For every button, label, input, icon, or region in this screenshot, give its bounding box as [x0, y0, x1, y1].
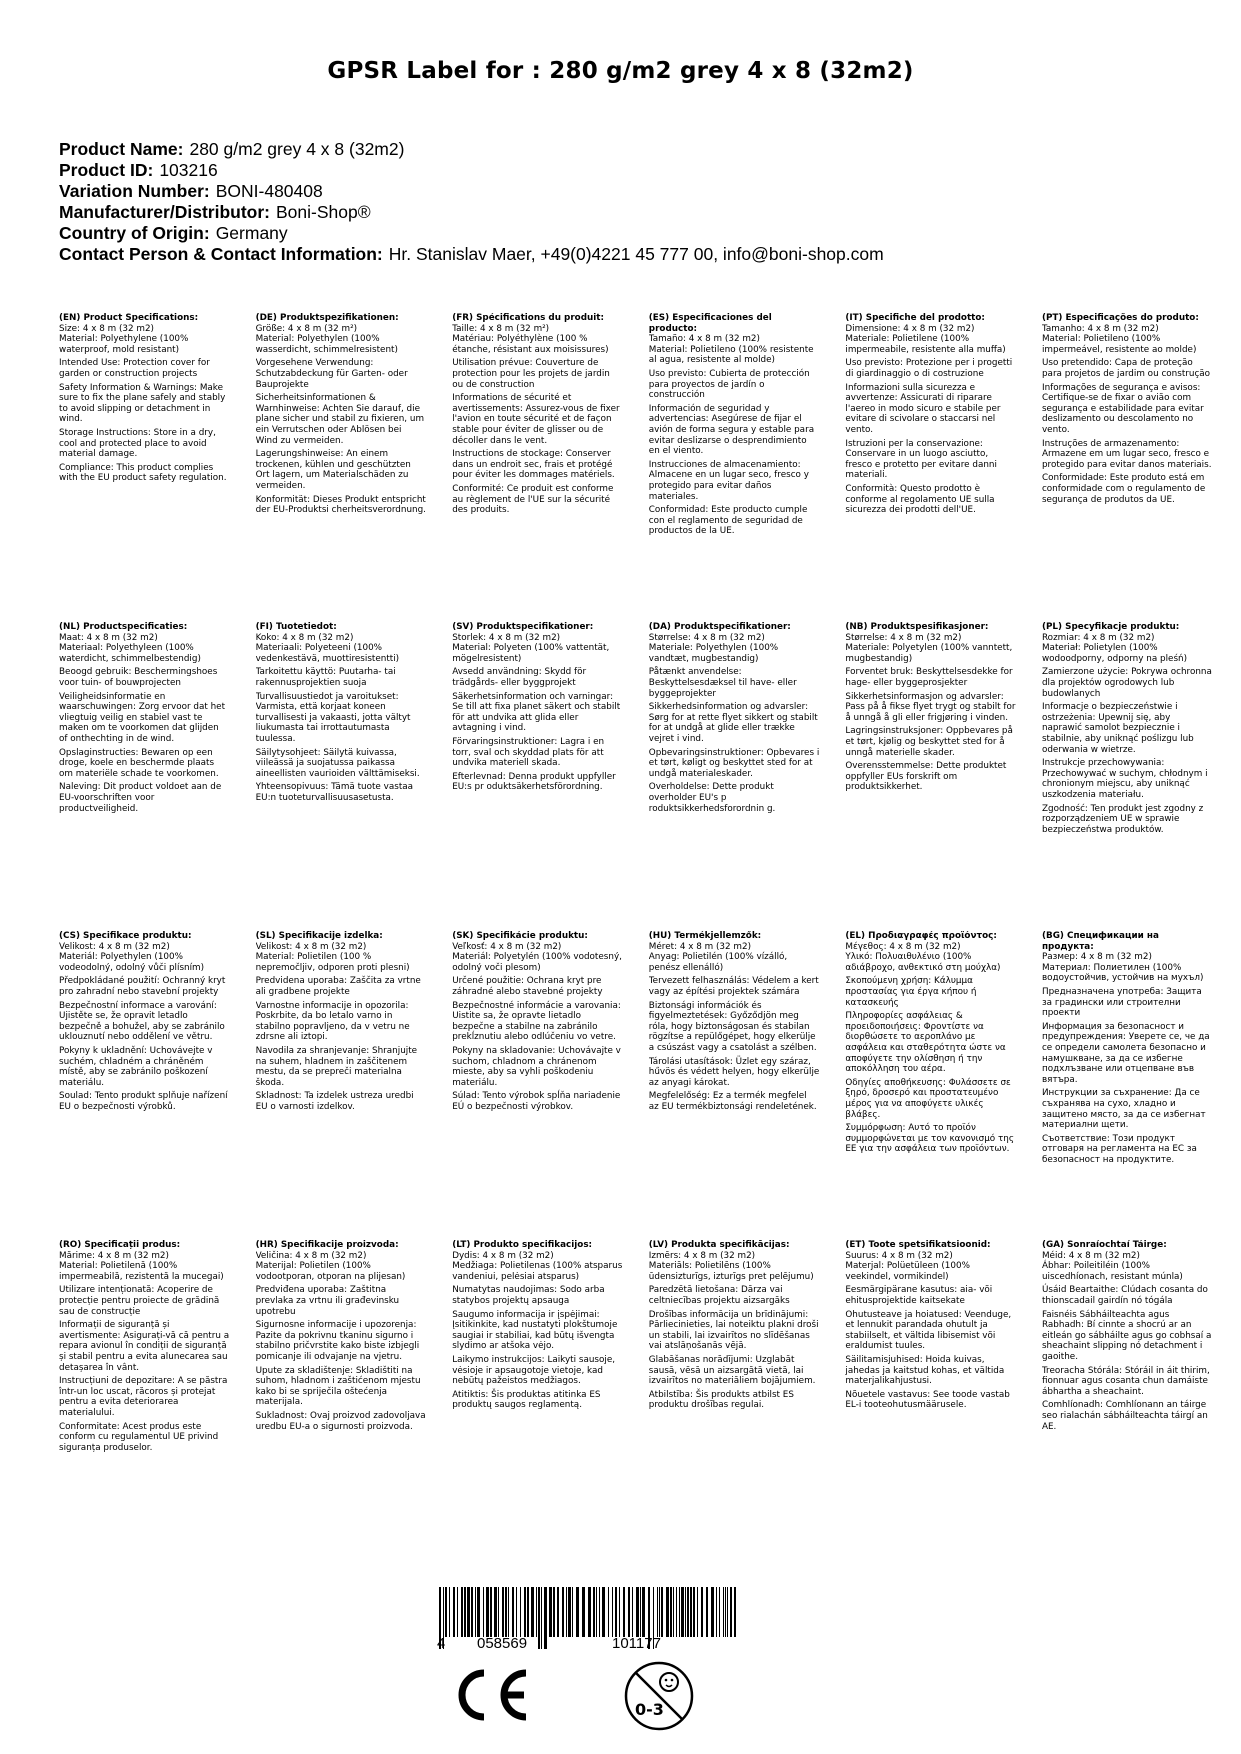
- section-paragraph: Σκοπούμενη χρήση: Κάλυμμα προστασίας για έργα κήπου ή κατασκευής: [845, 976, 977, 1008]
- section-paragraph: Uso pretendido: Capa de proteção para projetos de jardim ou construção: [1041, 358, 1211, 379]
- section-paragraph: Material: Polyethylen (100% wasserdicht, schimmelresistent): [255, 334, 398, 355]
- section-paragraph: Určené použitie: Ochrana kryt pre záhradné alebo stavebné projekty: [452, 976, 603, 997]
- section-paragraph: Material: Polietileno (100% resistente al agua, resistente al molde): [648, 344, 814, 366]
- section-paragraph: Предназначена употреба: Защита за градински или строителни проекти: [1041, 986, 1202, 1019]
- barcode-bar: [453, 1587, 455, 1637]
- info-row: [59, 223, 884, 244]
- section-paragraph: Megfelelőség: Ez a termék megfelel az EU termékbiztonsági rendeletének.: [648, 1091, 817, 1112]
- section-paragraph: Upute za skladištenje: Skladištiti na suhom, hladnom i zaštićenom mjestu kako bi se spriječila oštećenja materijala.: [255, 1365, 421, 1408]
- barcode-bar: [706, 1587, 708, 1637]
- section-paragraph: Pokyny k ukladnění: Uchovávejte v suchém, chladném a chráněném místě, aby se zabránilo poškození materiálu.: [59, 1045, 213, 1088]
- section-paragraph: Πληροφορίες ασφάλειας & προειδοποιήσεις: Φροντίστε να διορθώσετε το αεροπλάνο με ασφάλεια και σταθερότητα ώστε να αποφύγετε την ολίσθηση ή την αποκόλληση του αέρα.: [845, 1011, 1006, 1075]
- barcode-bar: [661, 1587, 663, 1637]
- barcode-bar: [636, 1587, 639, 1637]
- info-label: Manufacturer/Distributor:: [59, 202, 270, 222]
- section-paragraph: Οδηγίες αποθήκευσης: Φυλάσσετε σε ξηρό, δροσερό και προστατευμένο μέρος για να αποφύγετε υλικές βλάβες.: [845, 1077, 1011, 1120]
- section-paragraph: Conformité: Ce produit est conforme au règlement de l'UE sur la sécurité des produits.: [452, 483, 614, 516]
- section-paragraph: Υλικό: Πολυαιθυλένιο (100% αδιάβροχο, ανθεκτικό στη μούχλα): [845, 952, 1001, 973]
- barcode-bar: [516, 1587, 517, 1637]
- section-paragraph: Předpokládané použití: Ochranný kryt pro zahradní nebo stavební projekty: [59, 976, 226, 997]
- ce-mark-icon: [452, 1665, 532, 1725]
- barcode-bar: [490, 1587, 492, 1637]
- section-paragraph: Treoracha Stórála: Stóráil in áit thirim, fionnuar agus cosanta chun damáiste ábhartha a sheachaint.: [1041, 1365, 1210, 1397]
- section-paragraph: Soulad: Tento produkt splňuje nařízení EU o bezpečnosti výrobků.: [59, 1091, 228, 1112]
- section-paragraph: Säilytysohjeet: Säilytä kuivassa, viileässä ja suojatussa paikassa aineellisten vaurioiden välttämiseksi.: [255, 747, 420, 779]
- section-paragraph: Informazioni sulla sicurezza e avvertenze: Assicurati di riparare l'aereo in modo sicuro e stabile per evitare di scivolare o staccarsi nel vento.: [845, 382, 1001, 435]
- barcode-bar: [725, 1587, 726, 1637]
- section-heading: (NB) Produktspesifikasjoner:: [845, 622, 989, 632]
- section-paragraph: Størrelse: 4 x 8 m (32 m2): [845, 632, 962, 643]
- section-paragraph: Conformidad: Este producto cumple con el reglamento de seguridad de productos de la UE.: [648, 505, 808, 537]
- section-paragraph: Méid: 4 x 8 m (32 m2): [1041, 1250, 1140, 1261]
- barcode-bar: [612, 1587, 613, 1637]
- info-value: 103216: [159, 160, 218, 180]
- section-paragraph: Размер: 4 x 8 m (32 m2): [1041, 952, 1152, 963]
- section-paragraph: Tervezett felhasználás: Védelem a kert vagy az építési projektek számára: [648, 976, 819, 997]
- section-heading: (FR) Spécifications du produit:: [452, 313, 604, 323]
- section-paragraph: Pokyny na skladovanie: Uchovávajte v suchom, chladnom a chránenom mieste, aby sa vyhli poškodeniu materiálu.: [452, 1045, 621, 1088]
- barcode-bar: [483, 1587, 484, 1637]
- language-section: [845, 622, 1042, 931]
- section-paragraph: Informations de sécurité et avertissements: Assurez-vous de fixer l'avion en toute sécurité et de façon stable pour éviter de glisser ou de décoller dans le vent.: [452, 393, 620, 446]
- section-heading: (SK) Špecifikácie produktu:: [452, 931, 588, 941]
- barcode-bar: [475, 1587, 476, 1637]
- info-value: Germany: [215, 223, 288, 243]
- section-paragraph: Veľkosť: 4 x 8 m (32 m2): [452, 941, 562, 952]
- barcode-bar: [602, 1587, 605, 1637]
- section-paragraph: Sukladnost: Ovaj proizvod zadovoljava uredbu EU-a o sigurnosti proizvoda.: [255, 1410, 426, 1432]
- barcode-bar: [679, 1587, 680, 1637]
- barcode-bar: [657, 1587, 658, 1637]
- info-value: Hr. Stanislav Maer, +49(0)4221 45 777 00, info@boni-shop.com: [388, 244, 884, 264]
- language-section: [649, 931, 846, 1240]
- barcode-bar: [461, 1587, 463, 1637]
- section-paragraph: Atbilstība: Šis produkts atbilst ES produktu drošības regulai.: [648, 1389, 794, 1411]
- age-0-3-warning-icon: [623, 1660, 695, 1732]
- barcode-bar: [623, 1587, 625, 1637]
- barcode-bar: [673, 1587, 674, 1637]
- barcode-bar: [553, 1587, 555, 1637]
- section-paragraph: Avsedd användning: Skydd för trädgårds- eller byggprojekt: [452, 667, 587, 688]
- info-label: Product ID:: [59, 160, 154, 180]
- barcode-bar: [505, 1587, 507, 1637]
- info-value: BONI-480408: [215, 181, 323, 201]
- section-paragraph: Storage Instructions: Store in a dry, cool and protected place to avoid material damage.: [59, 427, 216, 460]
- barcode-bar: [734, 1587, 736, 1637]
- info-value: 280 g/m2 grey 4 x 8 (32m2): [189, 139, 405, 159]
- section-paragraph: Súlad: Tento výrobok spĺňa nariadenie EÚ o bezpečnosti výrobkov.: [452, 1091, 621, 1112]
- section-heading: (PL) Specyfikacje produktu:: [1041, 622, 1180, 632]
- barcode-bar: [544, 1587, 547, 1649]
- info-row: [59, 160, 884, 181]
- barcode-bar: [445, 1587, 447, 1637]
- section-paragraph: Zgodność: Ten produkt jest zgodny z rozporządzeniem UE w sprawie bezpieczeństwa produktów.: [1041, 803, 1204, 835]
- section-paragraph: Medžiaga: Polietilenas (100% atsparus vandeniui, pelėsiai atsparus): [452, 1261, 623, 1282]
- barcode-bar: [693, 1587, 695, 1637]
- section-heading: (LV) Produkta specifikācijas:: [648, 1240, 790, 1250]
- section-paragraph: Materiāls: Polietilēns (100% ūdensizturīgs, izturīgs pret pelējumu): [648, 1261, 814, 1282]
- barcode-bar: [697, 1587, 698, 1637]
- language-section: [256, 622, 453, 931]
- section-paragraph: Dydis: 4 x 8 m (32 m2): [452, 1250, 554, 1261]
- section-paragraph: Tarkoitettu käyttö: Puutarha- tai rakennusprojektien suoja: [255, 667, 396, 688]
- svg-text:0-3: 0-3: [635, 1700, 664, 1719]
- section-paragraph: Bezpečnostní informace a varování: Ujistěte se, že opravit letadlo bezpečně a bohužel, aby se zabránilo uklouznutí nebo oddělení ve větru.: [59, 1000, 225, 1043]
- barcode-bar: [527, 1587, 529, 1637]
- section-paragraph: Størrelse: 4 x 8 m (32 m2): [648, 632, 765, 643]
- section-paragraph: Conformitate: Acest produs este conform cu regulamentul UE privind siguranța produselor.: [59, 1421, 219, 1453]
- section-paragraph: Sicherheitsinformationen & Warnhinweise: Achten Sie darauf, die plane sicher und stabil zu fixieren, um ein Verrutschen oder Ablösen bei Wind zu vermeiden.: [255, 393, 425, 446]
- section-paragraph: Úsáid Beartaithe: Clúdach cosanta do thionscadail gairdín nó tógála: [1041, 1285, 1208, 1306]
- section-paragraph: Laikymo instrukcijos: Laikyti sausoje, vėsioje ir apsaugotoje vietoje, kad nebūtų pažeistos medžiagos.: [452, 1354, 616, 1387]
- section-paragraph: Rozmiar: 4 x 8 m (32 m2): [1041, 632, 1155, 643]
- section-heading: (CS) Specifikace produktu:: [59, 931, 192, 941]
- section-paragraph: Материал: Полиетилен (100% водоустойчив, устойчив на мухъл): [1041, 962, 1204, 984]
- section-paragraph: Sikkerhedsinformation og advarsler: Sørg for at rette flyet sikkert og stabilt for at undgå at glide eller trække vejret i vind.: [648, 702, 818, 744]
- barcode-bar: [596, 1587, 597, 1637]
- barcode-bar: [701, 1587, 703, 1637]
- section-paragraph: Safety Information & Warnings: Make sure to fix the plane safely and stably to avoid slipping or detachment in wind.: [59, 382, 226, 425]
- barcode-bar: [568, 1587, 571, 1637]
- info-row: [59, 139, 884, 160]
- section-heading: (BG) Спецификации на продукта:: [1041, 931, 1159, 952]
- barcode-bar: [615, 1587, 617, 1637]
- section-heading: (SL) Specifikacije izdelka:: [255, 931, 383, 941]
- section-paragraph: Materiale: Polyetylen (100% vanntett, mugbestandig): [845, 643, 1013, 664]
- section-paragraph: Μέγεθος: 4 x 8 m (32 m2): [845, 941, 961, 952]
- section-paragraph: Biztonsági információk és figyelmeztetések: Győződjön meg róla, hogy biztonságosan és stabilan rögzítse a repülőgépet, hogy elkerülje a csúszást vagy a csatolást a szélben.: [648, 1000, 817, 1053]
- section-paragraph: Conformidade: Este produto está em conformidade com o regulamento de segurança de produtos da UE.: [1041, 473, 1206, 505]
- section-paragraph: Varnostne informacije in opozorila: Poskrbite, da bo letalo varno in stabilno popravljeno, da v vetru ne zdrsne ali iztopi.: [255, 1000, 410, 1043]
- language-section: [256, 1240, 453, 1549]
- barcode-bar: [464, 1587, 466, 1637]
- section-paragraph: Инструкции за съхранение: Да се съхранява на сухо, хладно и защитено място, за да се избегнат материални щети.: [1041, 1088, 1206, 1131]
- section-paragraph: Materijal: Polietilen (100% vodootporan, otporan na plijesan): [255, 1261, 406, 1282]
- section-heading: (GA) Sonraíochtaí Táirge:: [1041, 1240, 1167, 1250]
- barcode-bar: [723, 1587, 724, 1637]
- language-section: [256, 931, 453, 1240]
- section-paragraph: Anyag: Polietilén (100% vízálló, penész ellenálló): [648, 952, 788, 973]
- language-section: [256, 313, 453, 622]
- section-heading: (NL) Productspecificaties:: [59, 622, 188, 632]
- section-paragraph: Información de seguridad y advertencias: Asegúrese de fijar el avión de forma segura y estable para evitar deslizarse o desprendimiento en el viento.: [648, 403, 815, 457]
- section-paragraph: Informacje o bezpieczeństwie i ostrzeżenia: Upewnij się, aby naprawić samolot bezpiecznie i stabilnie, aby uniknąć poślizgu lub oderwania w wietrze.: [1041, 702, 1194, 755]
- section-paragraph: Instrucțiuni de depozitare: A se păstra într-un loc uscat, răcoros și protejat pentru a evita deteriorarea materialului.: [59, 1376, 228, 1418]
- language-section: [452, 313, 649, 622]
- barcode-bar: [549, 1587, 552, 1637]
- barcode-bar: [711, 1587, 714, 1637]
- section-paragraph: Numatytas naudojimas: Sodo arba statybos projektų apsauga: [452, 1285, 605, 1306]
- language-section: [1042, 622, 1239, 931]
- section-paragraph: Materiaal: Polyethyleen (100% waterdicht, schimmelbestendig): [59, 643, 201, 664]
- section-paragraph: Информация за безопасност и предупреждения: Уверете се, че да се определи самолета безопасно и намушкване, за да се избегне подхлъзване или отцепване във вятъра.: [1041, 1021, 1210, 1085]
- barcode-bar: [536, 1587, 537, 1637]
- language-section: [59, 931, 256, 1240]
- barcode-bar: [508, 1587, 509, 1637]
- section-paragraph: Mărime: 4 x 8 m (32 m2): [59, 1250, 169, 1261]
- section-heading: (RO) Specificații produs:: [59, 1240, 181, 1250]
- section-paragraph: Overholdelse: Dette produkt overholder EU's p roduktsikkerhedsforordnin g.: [648, 782, 776, 814]
- section-paragraph: Lagerungshinweise: An einem trockenen, kühlen und geschützten Ort lagern, um Materialschäden zu vermeiden.: [255, 449, 411, 491]
- section-paragraph: Påtænkt anvendelse: Beskyttelsesdæksel til have- eller byggeprojekter: [648, 667, 797, 699]
- barcode-bar: [467, 1587, 470, 1637]
- language-section: [452, 931, 649, 1240]
- info-label: Country of Origin:: [59, 223, 210, 243]
- barcode-bar: [512, 1587, 514, 1637]
- section-paragraph: Instruções de armazenamento: Armazene em um lugar seco, fresco e protegido para evitar danos materiais.: [1041, 438, 1212, 470]
- section-paragraph: Veiligheidsinformatie en waarschuwingen: Zorg ervoor dat het vliegtuig veilig en stabiel vast te maken om te voorkomen dat glijden of onthechting in de wind.: [59, 691, 226, 744]
- barcode-bar: [593, 1587, 595, 1637]
- section-paragraph: Paredzētā lietošana: Dārza vai celtniecības projektu aizsargāks: [648, 1285, 790, 1306]
- section-paragraph: Bezpečnostné informácie a varovania: Uistite sa, že opravte lietadlo bezpečne a stabilne na zabránilo prekĺznutiu alebo odlúčeniu vo vetre.: [452, 1000, 621, 1043]
- section-paragraph: Säkerhetsinformation och varningar: Se till att fixa planet säkert och stabilt för att undvika att glida eller avtagning i vind.: [452, 691, 621, 734]
- language-section: [452, 622, 649, 931]
- section-heading: (HU) Termékjellemzők:: [648, 931, 762, 941]
- barcode-bar: [676, 1587, 677, 1637]
- barcode-bar: [502, 1587, 504, 1637]
- section-heading: (PT) Especificações do produto:: [1041, 313, 1199, 323]
- section-paragraph: Méret: 4 x 8 m (32 m2): [648, 941, 752, 952]
- language-section: [1042, 313, 1239, 622]
- section-paragraph: Materiale: Polyethylen (100% vandtæt, mugbestandig): [648, 643, 779, 664]
- barcode-bar: [471, 1587, 473, 1637]
- section-paragraph: Съответствие: Този продукт отговаря на регламента на ЕС за безопасност на продуктите.: [1041, 1133, 1197, 1165]
- section-paragraph: Instrukcje przechowywania: Przechowywać w suchym, chłodnym i chronionym miejscu, aby uniknąć uszkodzenia materiału.: [1041, 758, 1208, 800]
- section-paragraph: Material: Polyeten (100% vattentät, mögelresistent): [452, 643, 610, 664]
- page-title: GPSR Label for : 280 g/m2 grey 4 x 8 (32m2): [327, 58, 914, 84]
- section-paragraph: Nõuetele vastavus: See toode vastab EL-i tooteohutusmäärusele.: [845, 1389, 1010, 1411]
- section-paragraph: Koko: 4 x 8 m (32 m2): [255, 632, 354, 643]
- barcode-bar: [632, 1587, 633, 1637]
- barcode-left-group: 058569: [477, 1635, 528, 1652]
- barcode-bar: [599, 1587, 600, 1637]
- section-paragraph: Velikost: 4 x 8 m (32 m2): [59, 941, 170, 952]
- language-section: [845, 1240, 1042, 1549]
- section-paragraph: Efterlevnad: Denna produkt uppfyller EU:s pr oduktsäkerhetsförordning.: [452, 771, 616, 793]
- language-specifications-grid: [59, 313, 1239, 1543]
- section-paragraph: Materiał: Polietylen (100% wodoodporny, odporny na pleśń): [1041, 643, 1188, 664]
- section-paragraph: Compliance: This product complies with the EU product safety regulation.: [59, 462, 227, 484]
- section-paragraph: Navodila za shranjevanje: Shranjujte na suhem, hladnem in zaščitenem mestu, da se prepreči materialna škoda.: [255, 1045, 418, 1088]
- language-section: [649, 622, 846, 931]
- section-paragraph: Eesmärgipärane kasutus: aia- või ehitusprojektide kaitsekate: [845, 1285, 993, 1306]
- language-section: [649, 1240, 846, 1549]
- barcode-bar: [538, 1587, 540, 1649]
- info-row: [59, 181, 884, 202]
- barcode-bar: [498, 1587, 499, 1637]
- barcode-bar: [582, 1587, 585, 1637]
- section-heading: (EL) Προδιαγραφές προϊόντος:: [845, 931, 997, 941]
- section-paragraph: Forventet bruk: Beskyttelsesdekke for hage- eller byggeprosjekter: [845, 667, 1013, 688]
- barcode-bar: [642, 1587, 645, 1637]
- language-section: [59, 313, 256, 622]
- section-paragraph: Förvaringsinstruktioner: Lagra i en torr, sval och skyddad plats för att undvika materiell skada.: [452, 736, 605, 769]
- section-paragraph: Materiál: Polyetylén (100% vodotesný, odolný voči plesom): [452, 952, 622, 973]
- section-paragraph: Yhteensopivuus: Tämä tuote vastaa EU:n tuoteturvallisuusasetusta.: [255, 782, 414, 803]
- section-paragraph: Storlek: 4 x 8 m (32 m2): [452, 632, 561, 643]
- section-paragraph: Uso previsto: Protezione per i progetti di giardinaggio o di costruzione: [845, 358, 1013, 379]
- section-paragraph: Saugumo informacija ir įspėjimai: Įsitikinkite, kad nustatyti plokštumoje saugiai ir stabiliai, kad būtų išvengta slydimo ar atšoka vėjo.: [452, 1309, 618, 1352]
- section-paragraph: Faisnéis Sábháilteachta agus Rabhadh: Bí cinnte a shocrú ar an eitleán go sábháilte agus go cobhsaí a sheachaint slipping nó detachment i gaoithe.: [1041, 1309, 1212, 1362]
- section-paragraph: Instrucciones de almacenamiento: Almacene en un lugar seco, fresco y protegido para evitar daños materiales.: [648, 459, 809, 502]
- info-label: Contact Person & Contact Information:: [59, 244, 383, 264]
- section-paragraph: Größe: 4 x 8 m (32 m²): [255, 323, 358, 334]
- section-paragraph: Comhlíonadh: Comhlíonann an táirge seo rialachán sábháilteachta táirgí an AE.: [1041, 1400, 1208, 1432]
- barcode-bar: [562, 1587, 564, 1637]
- barcode-bar: [659, 1587, 660, 1637]
- section-paragraph: Tárolási utasítások: Üzlet egy száraz, hűvös és védett helyen, hogy elkerülje az anyagi károkat.: [648, 1056, 820, 1088]
- language-section: [1042, 1240, 1239, 1549]
- section-paragraph: Glabāšanas norādījumi: Uzglabāt sausā, vēsā un aizsargātā vietā, lai izvairītos no materiāliem bojājumiem.: [648, 1354, 816, 1387]
- section-paragraph: Materjal: Polüetüleen (100% veekindel, vormikindel): [845, 1261, 970, 1282]
- section-heading: (ES) Especificaciones del producto:: [648, 313, 772, 334]
- barcode-bar: [477, 1587, 480, 1637]
- info-value: Boni-Shop®: [275, 202, 371, 222]
- section-paragraph: Predviđena uporaba: Zaštitna prevlaka za vrtnu ili građevinsku upotrebu: [255, 1285, 400, 1317]
- barcode-bar: [541, 1587, 542, 1649]
- section-paragraph: Materiale: Polietilene (100% impermeabile, resistente alla muffa): [845, 334, 1006, 355]
- barcode-bar: [666, 1587, 669, 1637]
- section-paragraph: Overensstemmelse: Dette produktet oppfyller EUs forskrift om produktsikkerhet.: [845, 761, 1007, 793]
- section-heading: (FI) Tuotetiedot:: [255, 622, 337, 632]
- section-paragraph: Opbevaringsinstruktioner: Opbevares i et tørt, køligt og beskyttet sted for at undgå materialeskader.: [648, 747, 820, 779]
- section-paragraph: Naleving: Dit product voldoet aan de EU-voorschriften voor productveiligheid.: [59, 782, 222, 814]
- section-paragraph: Utilizare intenționată: Acoperire de protecție pentru proiecte de grădină sau de construcție: [59, 1285, 220, 1317]
- section-paragraph: Opslaginstructies: Bewaren op een droge, koele en beschermde plaats om materiële schade te voorkomen.: [59, 747, 219, 779]
- barcode-bar: [494, 1587, 497, 1637]
- section-paragraph: Intended Use: Protection cover for garden or construction projects: [59, 358, 210, 379]
- section-paragraph: Informații de siguranță și avertismente: Asigurați-vă că pentru a repara avionul în condiții de siguranță și stabil pentru a evita alunecarea sau detașarea în vânt.: [59, 1320, 230, 1373]
- section-paragraph: Dimensione: 4 x 8 m (32 m2): [845, 323, 975, 334]
- barcode-bar: [628, 1587, 630, 1637]
- barcode-bar: [520, 1587, 521, 1637]
- barcode-bar: [576, 1587, 579, 1637]
- section-paragraph: Lagringsinstruksjoner: Oppbevares på et tørt, kjølig og beskyttet sted for å unngå materielle skader.: [845, 726, 1013, 758]
- section-heading: (IT) Specifiche del prodotto:: [845, 313, 985, 323]
- barcode-bar: [619, 1587, 620, 1637]
- barcode-bar: [687, 1587, 689, 1637]
- section-paragraph: Informações de segurança e avisos: Certifique-se de fixar o avião com segurança e estabilidade para evitar deslizamento ou descolamento no vento.: [1041, 382, 1204, 435]
- section-paragraph: Atitiktis: Šis produktas atitinka ES produktų saugos reglamentą.: [452, 1389, 601, 1411]
- section-paragraph: Material: Polietileno (100% impermeável, resistente ao molde): [1041, 334, 1197, 355]
- section-paragraph: Sigurnosne informacije i upozorenja: Pazite da pokrivnu tkaninu sigurno i stabilno pričvrstite kako biste izbjegli pomicanje ili odvajanje na vjetru.: [255, 1320, 420, 1362]
- section-paragraph: Ábhar: Poileitiléin (100% uiscedhíonach, resistant múnla): [1041, 1261, 1183, 1282]
- section-paragraph: Uso previsto: Cubierta de protección para proyectos de jardín o construcción: [648, 368, 810, 401]
- barcode-lead-digit: 4: [437, 1635, 446, 1652]
- barcode-bar: [588, 1587, 591, 1637]
- section-paragraph: Instructions de stockage: Conserver dans un endroit sec, frais et protégé pour éviter les dommages matériels.: [452, 449, 615, 481]
- section-paragraph: Zamierzone użycie: Pokrywa ochronna dla projektów ogrodowych lub budowlanych: [1041, 667, 1212, 699]
- section-paragraph: Sikkerhetsinformasjon og advarsler: Pass på å fikse flyet trygt og stabilt for å unngå å gli eller frigjøring i vinden.: [845, 691, 1016, 723]
- language-section: [59, 1240, 256, 1549]
- section-paragraph: Ohutusteave ja hoiatused: Veenduge, et lennukit parandada ohutult ja stabiilselt, et vältida libisemist või eraldumist tuules.: [845, 1309, 1012, 1352]
- barcode-bar: [566, 1587, 567, 1637]
- barcode-bar: [719, 1587, 720, 1637]
- barcode-bar: [449, 1587, 450, 1637]
- barcode-bar: [685, 1587, 686, 1637]
- section-heading: (HR) Specifikacije proizvoda:: [255, 1240, 399, 1250]
- section-paragraph: Συμμόρφωση: Αυτό το προϊόν συμμορφώνεται με τον κανονισμό της ΕΕ για την ασφάλεια των προϊόντων.: [845, 1123, 1014, 1155]
- language-section: [452, 1240, 649, 1549]
- barcode-bar: [486, 1587, 489, 1637]
- section-heading: (ET) Toote spetsifikatsioonid:: [845, 1240, 991, 1250]
- section-paragraph: Maat: 4 x 8 m (32 m2): [59, 632, 158, 643]
- section-paragraph: Material: Polietilen (100 % nepremočljiv, odporen proti plesni): [255, 952, 410, 973]
- section-paragraph: Predvidena uporaba: Zaščita za vrtne ali gradbene projekte: [255, 976, 421, 997]
- info-row: [59, 244, 884, 265]
- product-info: [59, 139, 884, 265]
- barcode-bar: [572, 1587, 573, 1637]
- language-section: [1042, 931, 1239, 1240]
- barcode-bar: [457, 1587, 458, 1637]
- section-paragraph: Turvallisuustiedot ja varoitukset: Varmista, että korjaat koneen turvallisesti ja vakaasti, jotta vältyt liukumasta tai irrottautumasta tuulessa.: [255, 691, 411, 744]
- section-paragraph: Veličina: 4 x 8 m (32 m2): [255, 1250, 367, 1261]
- section-heading: (DA) Produktspecifikationer:: [648, 622, 791, 632]
- barcode-bar: [531, 1587, 534, 1637]
- barcode-bar: [681, 1587, 684, 1637]
- barcode-bar: [608, 1587, 609, 1637]
- section-paragraph: Beoogd gebruik: Beschermingshoes voor tuin- of bouwprojecten: [59, 667, 218, 688]
- section-paragraph: Suurus: 4 x 8 m (32 m2): [845, 1250, 953, 1261]
- section-paragraph: Taille: 4 x 8 m (32 m²): [452, 323, 550, 334]
- section-paragraph: Tamanho: 4 x 8 m (32 m2): [1041, 323, 1159, 334]
- section-heading: (DE) Produktspezifikationen:: [255, 313, 399, 323]
- barcode-bar: [690, 1587, 692, 1637]
- section-heading: (EN) Product Specifications:: [59, 313, 199, 323]
- section-paragraph: Konformität: Dieses Produkt entspricht der EU-Produktsi cherheitsverordnung.: [255, 494, 426, 516]
- section-paragraph: Materiaali: Polyeteeni (100% vedenkestävä, muottiresistentti): [255, 643, 400, 664]
- barcode-bar: [640, 1587, 641, 1637]
- section-paragraph: Skladnost: Ta izdelek ustreza uredbi EU o varnosti izdelkov.: [255, 1091, 414, 1112]
- section-paragraph: Utilisation prévue: Couverture de protection pour les projets de jardin ou de construction: [452, 358, 610, 390]
- barcode-right-group: 101177: [612, 1635, 661, 1652]
- section-paragraph: Materiál: Polyethylen (100% vodeodolný, odolný vůči plísním): [59, 952, 205, 973]
- barcode-bar: [524, 1587, 526, 1637]
- barcode-bar: [670, 1587, 672, 1637]
- info-label: Variation Number:: [59, 181, 210, 201]
- language-section: [59, 622, 256, 931]
- barcode-bar: [730, 1587, 732, 1637]
- info-label: Product Name:: [59, 139, 184, 159]
- section-paragraph: Vorgesehene Verwendung: Schutzabdeckung für Garten- oder Bauprojekte: [255, 358, 408, 390]
- section-paragraph: Istruzioni per la conservazione: Conservare in un luogo asciutto, fresco e protetto per evitare danni materiali.: [845, 438, 997, 481]
- language-section: [649, 313, 846, 622]
- language-section: [845, 931, 1042, 1240]
- barcode-bar: [557, 1587, 559, 1637]
- section-paragraph: Material: Polyethylene (100% waterproof, mold resistant): [59, 334, 189, 355]
- section-heading: (SV) Produktspecifikationer:: [452, 622, 594, 632]
- section-paragraph: Drošības informācija un brīdinājumi: Pārliecinieties, lai noteiktu plakni droši un stabili, lai izvairītos no slīdēšanas vai atslāņošanās vējā.: [648, 1309, 819, 1352]
- info-row: [59, 202, 884, 223]
- section-paragraph: Material: Polietilenă (100% impermeabilă, rezistentă la mucegai): [59, 1261, 224, 1282]
- section-paragraph: Size: 4 x 8 m (32 m2): [59, 323, 154, 334]
- section-heading: (LT) Produkto specifikacijos:: [452, 1240, 593, 1250]
- section-paragraph: Izmērs: 4 x 8 m (32 m2): [648, 1250, 756, 1261]
- section-paragraph: Conformità: Questo prodotto è conforme al regolamento UE sulla sicurezza dei prodotti dell'UE.: [845, 483, 995, 516]
- section-paragraph: Tamaño: 4 x 8 m (32 m2): [648, 334, 760, 345]
- language-section: [845, 313, 1042, 622]
- barcode-bar: [716, 1587, 717, 1637]
- section-paragraph: Säilitamisjuhised: Hoida kuivas, jahedas ja kaitstud kohas, et vältida materjalikahjustusi.: [845, 1354, 1005, 1387]
- section-paragraph: Velikost: 4 x 8 m (32 m2): [255, 941, 367, 952]
- barcode-bar: [727, 1587, 728, 1637]
- section-paragraph: Matériau: Polyéthylène (100 % étanche, résistant aux moisissures): [452, 334, 609, 355]
